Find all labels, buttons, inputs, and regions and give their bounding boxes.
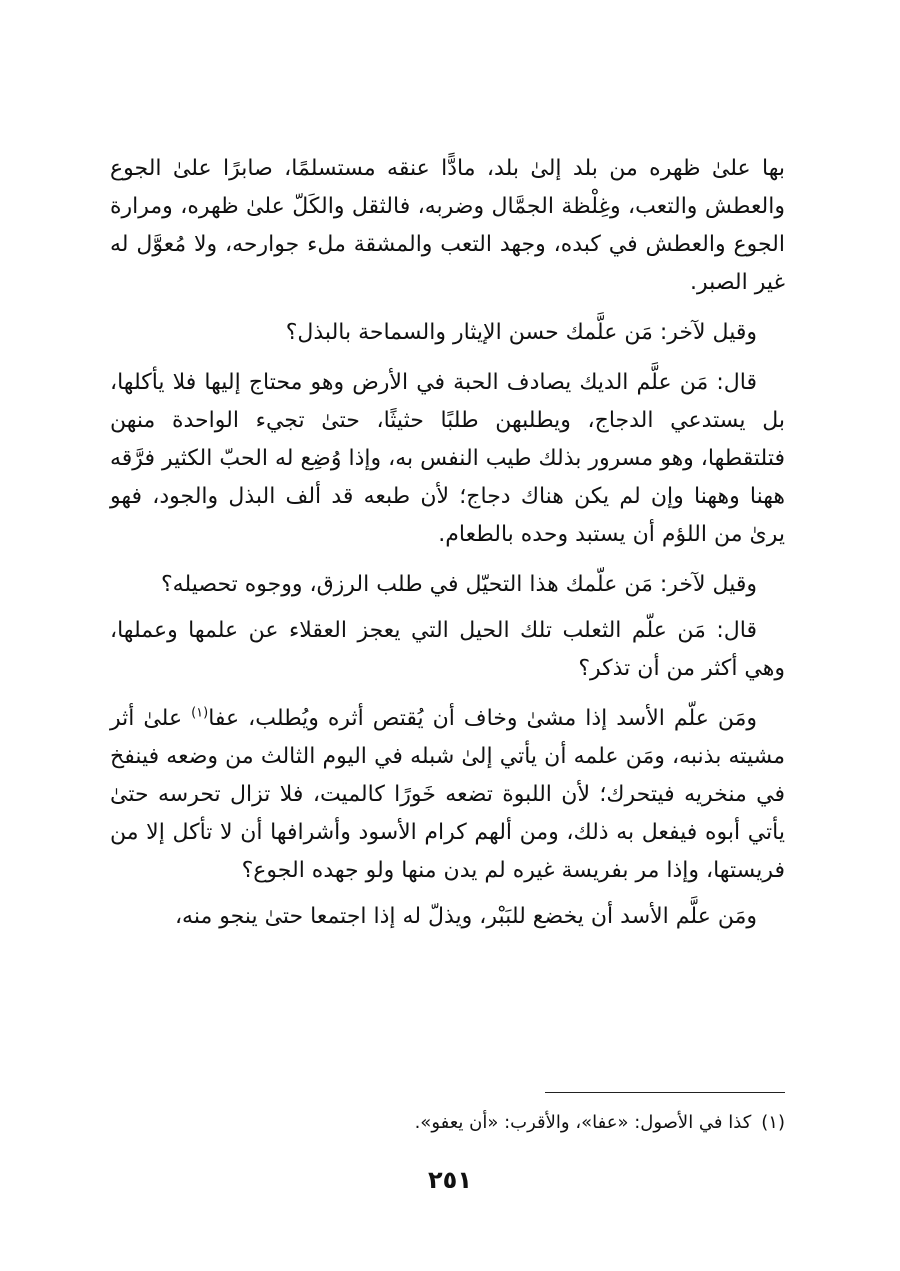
footnote-separator: [545, 1092, 785, 1093]
paragraph-camel: بها علىٰ ظهره من بلد إلىٰ بلد، مادًّا عنقه مستسلمًا، صابرًا علىٰ الجوع والعطش والتعب، وغِلْظة الجمَّال وضربه، فالثقل والكَلّ علىٰ ظهره، ومرارة الجوع والعطش في كبده، وجهد التعب والمشقة ملء جوارحه، ولا مُعوَّل له غير الصبر.: [110, 156, 785, 295]
footnote-reference: (١): [191, 705, 209, 721]
footnote: [110, 1108, 785, 1138]
paragraph-question-generosity: وقيل لآخر: مَن علَّمك حسن الإيثار والسماحة بالبذل؟: [285, 320, 757, 345]
paragraph-question-trickery: وقيل لآخر: مَن علّمك هذا التحيّل في طلب الرزق، ووجوه تحصيله؟: [160, 572, 757, 597]
paragraph-fox: قال: مَن علّم الثعلب تلك الحيل التي يعجز العقلاء عن علمها وعملها، وهي أكثر من أن تذكر؟: [110, 618, 785, 681]
footnote-text: كذا في الأصول: «عفا»، والأقرب: «أن يعفو».: [414, 1112, 752, 1133]
footnote-number: (١): [761, 1112, 785, 1133]
lion-text-end: علىٰ أثر مشيته بذنبه، ومَن علمه أن يأتي إلىٰ شبله في اليوم الثالث من وضعه فينفخ في منخريه فيتحرك؛ لأن اللبوة تضعه خَورًا كالميت، فلا تزال تحرسه حتىٰ يأتي أبوه فيفعل به ذلك، ومن ألهم كرام الأسود وأشرافها أن لا تأكل إلا من فريستها، وإذا مر بفريسة غيره لم يدن منها ولو جهده الجوع؟: [110, 706, 785, 883]
page-number: ٢٥١: [428, 1166, 472, 1194]
body-text: [110, 150, 785, 948]
paragraph-lion: [110, 700, 785, 890]
paragraph-lion-tiger: ومَن علَّم الأسد أن يخضع للبَبْر، ويذلّ له إذا اجتمعا حتىٰ ينجو منه،: [174, 904, 757, 929]
paragraph-rooster: قال: مَن علَّم الديك يصادف الحبة في الأرض وهو محتاج إليها فلا يأكلها، بل يستدعي الدجاج، ويطلبهن طلبًا حثيثًا، حتىٰ تجيء الواحدة منهن فتلتقطها، وهو مسرور بذلك طيب النفس به، وإذا وُضِع له الحبّ الكثير فرَّقه ههنا وههنا وإن لم يكن هناك دجاج؛ لأن طبعه قد ألف البذل والجود، فهو يرىٰ من اللؤم أن يستبد وحده بالطعام.: [110, 370, 785, 547]
lion-text-start: ومَن علّم الأسد إذا مشىٰ وخاف أن يُقتص أثره ويُطلب، عفا: [208, 706, 757, 731]
